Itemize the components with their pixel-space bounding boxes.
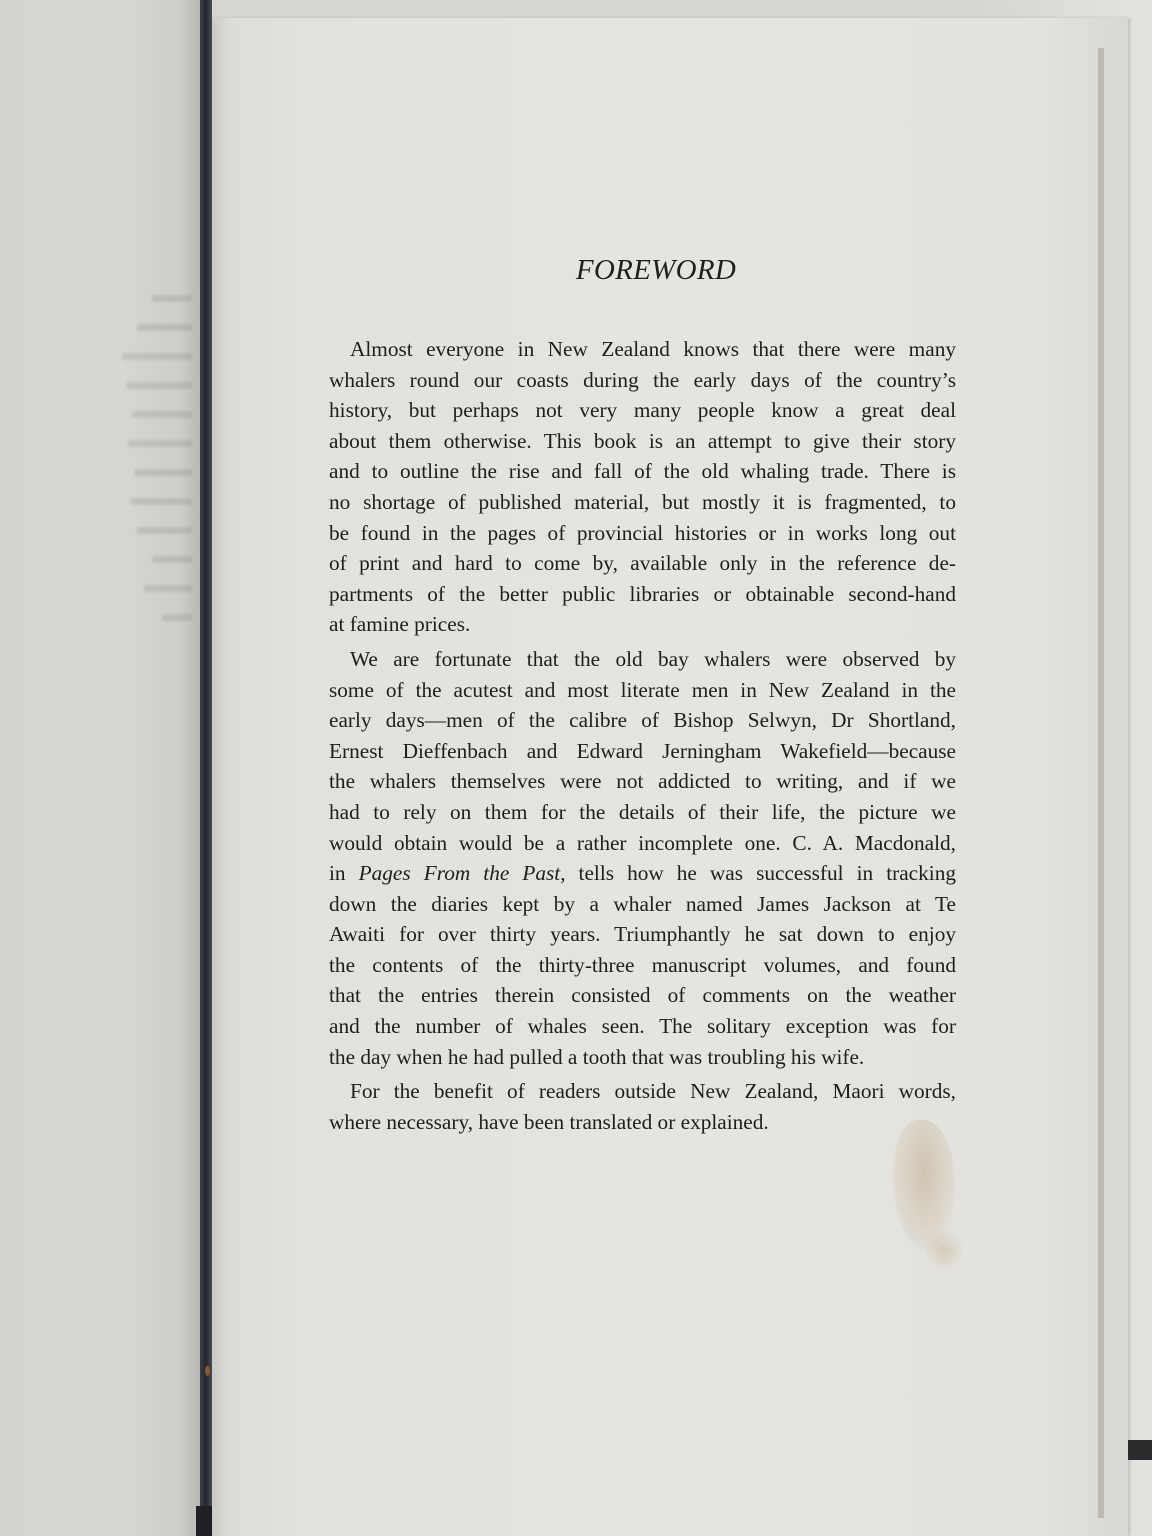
text-line: history, but perhaps not very many people know a great deal [329, 398, 956, 423]
text-line: Ernest Dieffenbach and Edward Jerningham Wakefield—because [329, 738, 956, 763]
text-line: Awaiti for over thirty years. Triumphantly he sat down to enjoy [329, 922, 956, 947]
text-line: and to outline the rise and fall of the old whaling trade. There is [329, 459, 956, 484]
text-line: of print and hard to come by, available only in the reference de- [329, 551, 956, 576]
foreword-title: FOREWORD [575, 254, 737, 286]
text-line: some of the acutest and most literate men in New Zealand in the [329, 677, 956, 702]
text-line: at famine prices. [329, 612, 471, 637]
text-line: that the entries therein consisted of comments on the weather [329, 983, 956, 1008]
text-line: where necessary, have been translated or explained. [329, 1109, 769, 1134]
italic-book-title: Pages From the Past [358, 861, 561, 886]
paragraph-2 [329, 644, 956, 1072]
text-line: and the number of whales seen. The solitary exception was for [329, 1014, 956, 1039]
page-stain-small [925, 1230, 963, 1270]
text-line: We are fortunate that the old bay whalers were observed by [350, 646, 956, 671]
text-line: down the diaries kept by a whaler named James Jackson at Te [329, 891, 956, 916]
paragraph-1 [329, 334, 956, 640]
text-line: the contents of the thirty-three manuscript volumes, and found [329, 952, 956, 977]
text-line: the whalers themselves were not addicted to writing, and if we [329, 769, 956, 794]
foreword-body [329, 334, 956, 1141]
text-line: Almost everyone in New Zealand knows that there were many [350, 337, 956, 361]
book-cover-edge [200, 0, 212, 1536]
text-line: about them otherwise. This book is an attempt to give their story [329, 428, 956, 453]
text-fragment: , tells how he was successful in tracking [560, 861, 957, 886]
text-line-with-italic-title [329, 858, 956, 889]
text-line: be found in the pages of provincial histories or in works long out [329, 520, 956, 545]
page-speck [205, 1366, 210, 1376]
text-fragment: in [329, 861, 346, 886]
text-line: no shortage of published material, but mostly it is fragmented, to [329, 489, 956, 514]
text-line: whalers round our coasts during the early days of the country’s [329, 367, 956, 392]
cover-corner-right [1128, 1440, 1152, 1460]
text-line: the day when he had pulled a tooth that was troubling his wife. [329, 1044, 865, 1069]
text-line: For the benefit of readers outside New Zealand, Maori words, [350, 1079, 956, 1104]
paragraph-3 [329, 1076, 956, 1137]
show-through-text [22, 295, 192, 643]
text-line: would obtain would be a rather incomplete one. C. A. Macdonald, [329, 830, 956, 855]
left-page [0, 0, 200, 1536]
text-line: had to rely on them for the details of their life, the picture we [329, 799, 956, 824]
page-edge [1098, 48, 1104, 1518]
text-line: partments of the better public libraries or obtainable second-hand [329, 581, 956, 606]
text-line: early days—men of the calibre of Bishop Selwyn, Dr Shortland, [329, 708, 956, 733]
